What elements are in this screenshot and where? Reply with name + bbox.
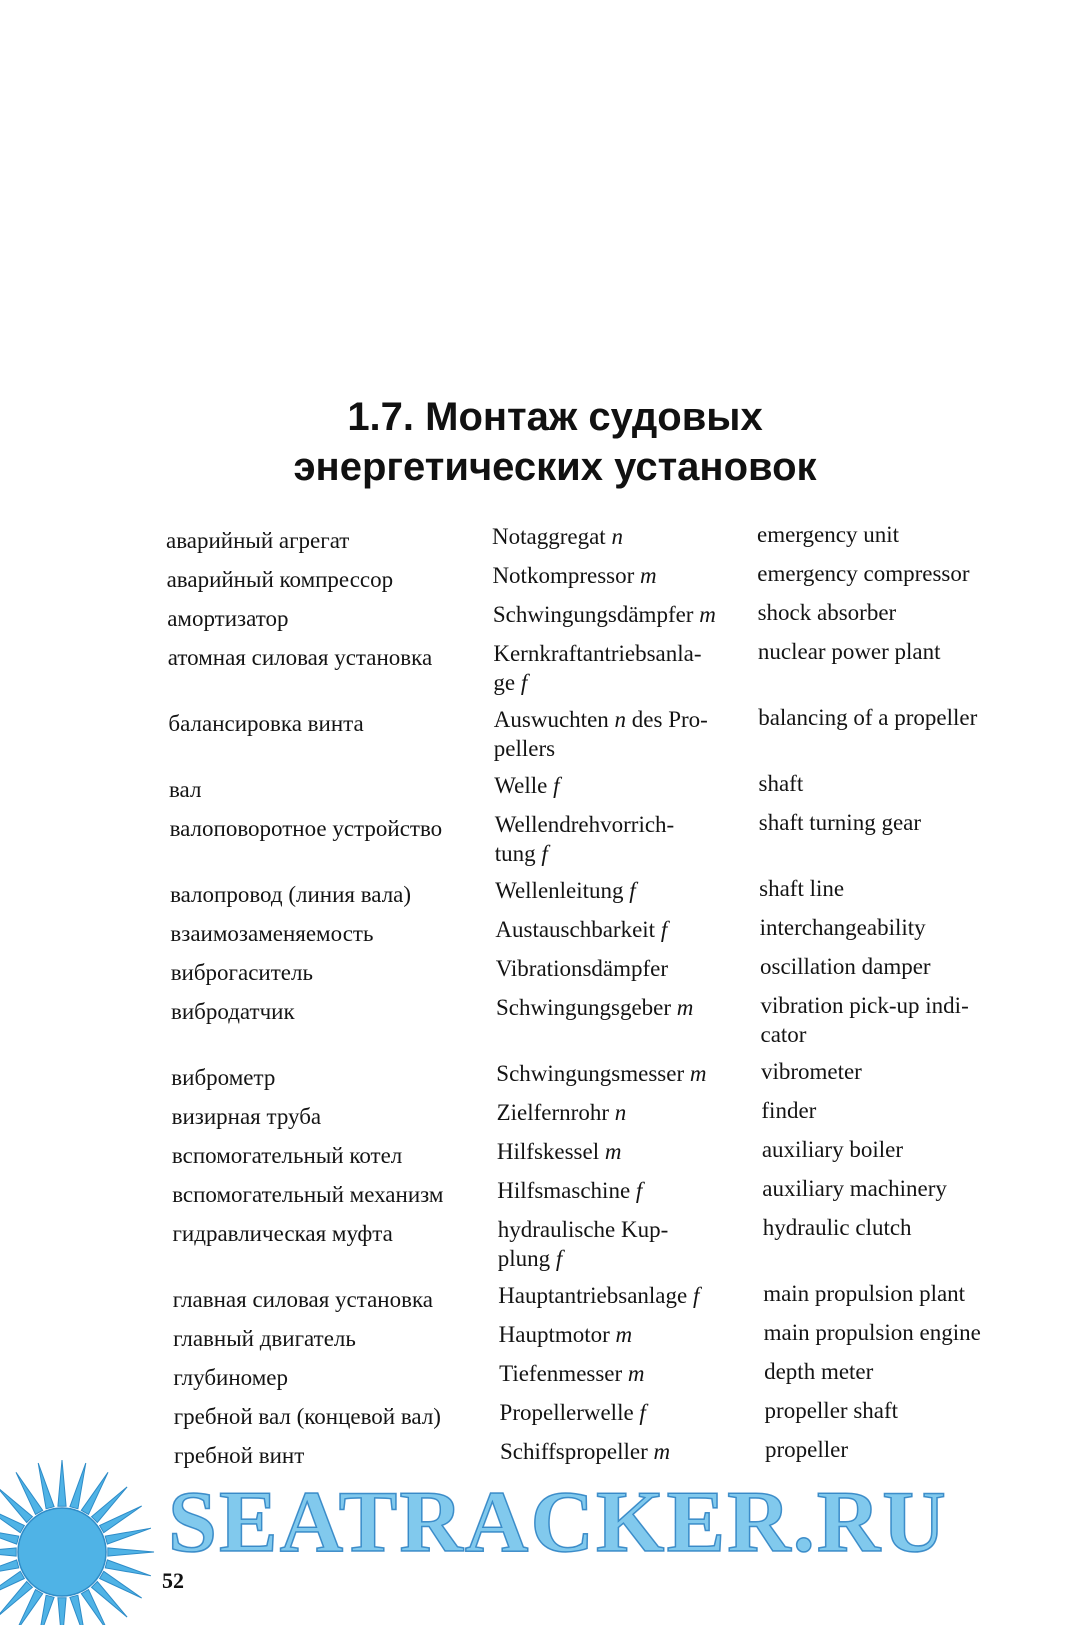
term-de: [495, 876, 745, 905]
term-en-line: finder: [761, 1098, 817, 1123]
page-number: 52: [162, 1568, 184, 1593]
term-en-line: hydraulic clutch: [762, 1215, 912, 1240]
gender-marker: f: [520, 670, 528, 695]
term-de: [493, 639, 743, 697]
gender-marker: m: [627, 1361, 645, 1386]
term-ru: валоповоротное устройство: [169, 816, 443, 841]
term-en: [762, 1135, 1032, 1164]
gender-marker: f: [555, 1246, 563, 1271]
term-en-line: auxiliary boiler: [761, 1137, 903, 1162]
term-ru: виброгаситель: [170, 960, 313, 985]
term-ru: вал: [169, 777, 202, 802]
term-de-text: ge: [493, 670, 521, 695]
term-en: [757, 520, 1027, 549]
term-de: [499, 1359, 749, 1388]
term-en: [759, 874, 1029, 903]
term-de-text: hydraulische Kup-: [497, 1217, 669, 1242]
term-de: [497, 1176, 747, 1205]
term-de-text: Propellerwelle: [499, 1400, 640, 1425]
term-de: [498, 1281, 748, 1310]
term-en-line: depth meter: [764, 1359, 874, 1384]
term-ru: валопровод (линия вала): [170, 882, 412, 907]
gender-marker: f: [692, 1283, 700, 1308]
term-de: [495, 915, 745, 944]
term-en-line: propeller shaft: [764, 1398, 899, 1423]
term-de-text: Hilfsmaschine: [497, 1178, 636, 1203]
watermark-text: SEATRACKER.RU: [168, 1474, 948, 1571]
term-ru: взаимозаменяемость: [170, 921, 374, 946]
term-en: [765, 1435, 1035, 1464]
gender-marker: f: [639, 1400, 646, 1425]
term-ru: главный двигатель: [173, 1326, 356, 1351]
term-de-text: Hilfskessel: [496, 1139, 605, 1164]
term-de: [499, 1320, 749, 1349]
term-en: [761, 991, 1031, 1049]
term-en: [758, 703, 1028, 732]
section-heading-line2: энергетических установок: [293, 445, 817, 489]
term-ru: вспомогательный котел: [171, 1143, 403, 1168]
term-de: [493, 600, 743, 629]
term-en-line: interchangeability: [759, 915, 926, 940]
term-en-line: shaft: [758, 771, 804, 796]
section-heading-line1: 1.7. Монтаж судовых: [347, 395, 763, 439]
term-en: [761, 1057, 1031, 1086]
term-de: [492, 561, 742, 590]
term-en-line: shaft turning gear: [758, 810, 922, 835]
term-en: [758, 598, 1028, 627]
term-en: [757, 559, 1027, 588]
gender-marker: m: [699, 602, 716, 627]
term-de-text: Hauptmotor: [498, 1322, 616, 1347]
gender-marker: m: [615, 1322, 633, 1347]
term-en: [764, 1357, 1034, 1386]
gender-marker: n: [614, 707, 627, 732]
term-ru: аварийный агрегат: [166, 528, 350, 553]
gender-marker: n: [614, 1100, 627, 1125]
term-en-line: main propulsion engine: [763, 1320, 981, 1345]
term-en: [763, 1213, 1033, 1242]
term-en-line: nuclear power plant: [757, 639, 941, 664]
term-en-line: propeller: [765, 1437, 849, 1462]
term-de-rest: des Pro-: [626, 707, 708, 732]
term-de: [496, 954, 746, 983]
term-ru: гребной винт: [174, 1443, 305, 1468]
term-en: [758, 637, 1028, 666]
term-de-text: Welle: [494, 773, 554, 798]
term-de: [500, 1398, 750, 1427]
term-en: [761, 1096, 1031, 1125]
term-de-text: Wellendrehvorrich-: [494, 812, 675, 837]
term-en: [762, 1174, 1032, 1203]
term-ru: глубиномер: [173, 1365, 288, 1390]
gender-marker: f: [635, 1178, 643, 1203]
gender-marker: m: [604, 1139, 622, 1164]
term-ru: балансировка винта: [168, 711, 364, 736]
term-de: [498, 1215, 748, 1273]
term-de-text: tung: [494, 841, 542, 866]
term-en: [759, 769, 1029, 798]
term-de-text: Schwingungsgeber: [496, 995, 677, 1020]
term-en: [760, 913, 1030, 942]
term-en-line: main propulsion plant: [763, 1281, 966, 1306]
term-ru: аварийный компрессор: [166, 567, 394, 592]
term-ru: визирная труба: [171, 1104, 322, 1129]
term-en-line: emergency compressor: [757, 561, 970, 586]
term-en-line: auxiliary machinery: [762, 1176, 947, 1201]
term-ru: гидравлическая муфта: [172, 1221, 393, 1246]
gender-marker: m: [676, 995, 694, 1020]
term-de-text: Notkompressor: [492, 563, 641, 588]
gender-marker: m: [640, 563, 657, 588]
term-en: [764, 1318, 1034, 1347]
term-de-text: Schiffspropeller: [500, 1439, 654, 1464]
term-de: [500, 1437, 750, 1466]
term-de-text: Hauptantriebsanlage: [498, 1283, 693, 1308]
gender-marker: n: [611, 524, 623, 549]
term-en-line: vibration pick-up indi-: [760, 993, 969, 1018]
term-de-text: Austauschbarkeit: [495, 917, 661, 942]
term-ru: главная силовая установка: [172, 1287, 433, 1312]
term-de-text: Vibrationsdämpfer: [495, 956, 669, 981]
term-en-line: emergency unit: [757, 522, 899, 547]
term-en-line: shock absorber: [757, 600, 897, 625]
gender-marker: m: [689, 1061, 707, 1086]
term-de: [496, 993, 746, 1022]
term-en-line: oscillation damper: [760, 954, 931, 979]
term-de-text: pellers: [493, 736, 556, 761]
gender-marker: f: [553, 773, 560, 798]
term-ru: виброметр: [171, 1065, 276, 1090]
term-de: [494, 771, 744, 800]
gender-marker: f: [660, 917, 668, 942]
gender-marker: m: [653, 1439, 671, 1464]
term-en-line: balancing of a propeller: [758, 705, 978, 730]
term-de: [497, 1098, 747, 1127]
term-ru: амортизатор: [167, 606, 289, 631]
term-en: [765, 1396, 1035, 1425]
term-en: [760, 952, 1030, 981]
term-ru: вибродатчик: [171, 999, 295, 1024]
term-en-line: vibrometer: [760, 1059, 862, 1084]
term-de-text: Wellenleitung: [495, 878, 630, 903]
term-en: [759, 808, 1029, 837]
term-en-line: cator: [760, 1022, 807, 1047]
term-de-text: Auswuchten: [493, 707, 615, 732]
term-de-text: Schwingungsdämpfer: [492, 602, 700, 627]
term-de: [492, 522, 742, 551]
term-de-text: plung: [497, 1246, 556, 1271]
term-de: [494, 705, 744, 763]
term-de: [497, 1137, 747, 1166]
term-de-text: Kernkraftantriebsanla-: [493, 641, 702, 666]
gender-marker: f: [629, 878, 636, 903]
gender-marker: f: [541, 841, 548, 866]
term-ru: гребной вал (концевой вал): [173, 1404, 441, 1429]
term-de: [495, 810, 745, 868]
term-en: [763, 1279, 1033, 1308]
term-de-text: Schwingungsmesser: [496, 1061, 690, 1086]
term-de: [496, 1059, 746, 1088]
term-de-text: Zielfernrohr: [496, 1100, 615, 1125]
term-ru: вспомогательный механизм: [172, 1182, 444, 1207]
term-de-text: Tiefenmesser: [499, 1361, 628, 1386]
term-de-text: Notaggregat: [492, 524, 612, 549]
term-ru: атомная силовая установка: [167, 645, 433, 670]
term-en-line: shaft line: [759, 876, 845, 901]
